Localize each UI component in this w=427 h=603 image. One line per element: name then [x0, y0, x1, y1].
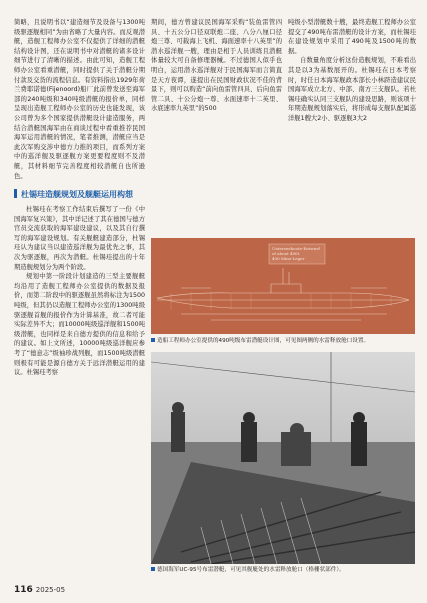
submarine-blueprint-image: [151, 238, 415, 334]
annotation-line: Unterseeboote-Entwurf: [272, 246, 320, 251]
caption-text: 造船工程师办公室提供的490吨级布雷潜艇设计图，可见图两侧的水雷释放舱口设置。: [157, 338, 370, 344]
caption-marker-icon: [151, 567, 155, 571]
heading-marker-icon: [14, 189, 17, 198]
page-footer: [14, 585, 65, 595]
section-heading-text: 杜锡珪造舰规划及舰艇运用构想: [21, 190, 133, 200]
page-number: 116: [14, 585, 33, 595]
annotation-line: of about 490t: [272, 251, 300, 256]
submarine-photo: [151, 352, 415, 564]
middle-column: [151, 18, 282, 114]
figure-caption: [151, 566, 417, 574]
section-heading: [14, 189, 145, 201]
left-column: [14, 18, 145, 378]
paragraph: 简略，且说明书以“建造细节及设备与1300吨级驱逐舰相同”为由省略了大量内容。而反观潜艇，造舰工程师办公室不仅提供了详细的潜艇结构设计图，还在说明书中对潜艇的诸多设计细节进行了清晰的描述。由此可知，造舰工程师办公室看重潜艇，同时提供了关于潜艇分期付款及交货的流程信息。有资料指出1929年荷兰费耶诺德(Fijenoord)船厂此前曾发送至海军部的240吨级和340吨级潜艇的报价单，同样呈现出造舰工程师办公室的历史也能发现，该公司曾为多个国家提供潜艇设计建造服务，两结合潜艇国海军由在商谈过程中看重推荐民国海军运用潜艇的情况，笔者推测，潜艇应当是此次军购交涉中德方力推的项目，而系列方案中的巡洋舰及驱逐舰方案更要程度则不及潜艇，其材料细节完善程度相较潜艇自也所逊色。: [14, 19, 145, 180]
right-column: [288, 18, 416, 124]
figure-caption: [151, 337, 417, 345]
paragraph: 规划中第一阶段计划建造的三型主要舰艇均沿用了造舰工程师办公室提供的数据及报价，而第二阶段中的驱逐舰虽然将标注为1500吨级，但其仍以造舰工程师办公室的1300吨级驱逐舰首舰的报价作为计算基准，故二者可能实际差异不大；而10000吨级巡洋舰和1500吨级潜艇，也同样是来自德方提供的信息和给予的建议。如上文所述，10000吨级巡洋舰应参考了“德意志”级袖珍战列舰，而1500吨级潜艇则极有可能是源自德方关于远洋潜艇运用的建议。杜锡珪考察: [14, 273, 145, 377]
photo-drawing: [151, 352, 415, 564]
paragraph: 吨级小型潜艇数十艘，最终造舰工程师办公室提交了490吨布雷潜艇的设计方案，而杜锡珪在建设规划中采用了490吨及1500吨的数据。: [288, 19, 416, 55]
annotation-line: 490 Mine-Leger: [272, 256, 305, 261]
blueprint-annotation: [272, 246, 320, 261]
paragraph: 期间，德方曾建议民国海军采购“装鱼雷管四具、十五公分口径双联炮二座、八分八厘口径炮三尊、可载海上飞机、海面速率十八英里”的潜水巡洋舰一艘，理由是相于人员训练且潜艇体量较大可自备修理器械。不过德国人似乎也明白，运用潜水巡洋舰对于民国海军而言简直是天方夜谭，遂提出在民国财政状况不佳的背景下，则可以购造“前向鱼雷管四具、后向鱼雷管二具、十公分炮一尊、水面速率十二英里、水底速率九英里”的500: [151, 19, 282, 113]
paragraph: 杜锡珪在考察工作结束后撰写了一份《中国海军复兴策》，其中详记述了其在德国与德方官员交流获取的海军建设建议，以及其自行撰写的海军建设规划。有关舰艇建造部分，杜锡珪认为建议当以建造巡洋舰为最优先之事，其次为驱逐舰，再次为潜艇。杜锡珪提出的十年期造舰规划分为两个阶段。: [14, 206, 145, 271]
paragraph: 自数量角度分析这份造舰规划，不难看出其是以3为基数展开的。杜锡珪在日本考察时，时任日本海军舰政本部长小林跻造建议民国海军成立北方、中部、南方三支舰队。若杜锡珪确实认同三支舰队的建设思路，则该项十年期造舰规划落实后，将形成每支舰队配属巡洋舰1艘大2小、驱逐舰3大2: [288, 57, 416, 122]
caption-text: 德国海军UC-95号布雷潜艇，可见其舰艇处的水雷释放舱口（格栅状部件）。: [157, 567, 345, 573]
caption-marker-icon: [151, 338, 155, 342]
issue-date: 2025-05: [35, 586, 66, 594]
